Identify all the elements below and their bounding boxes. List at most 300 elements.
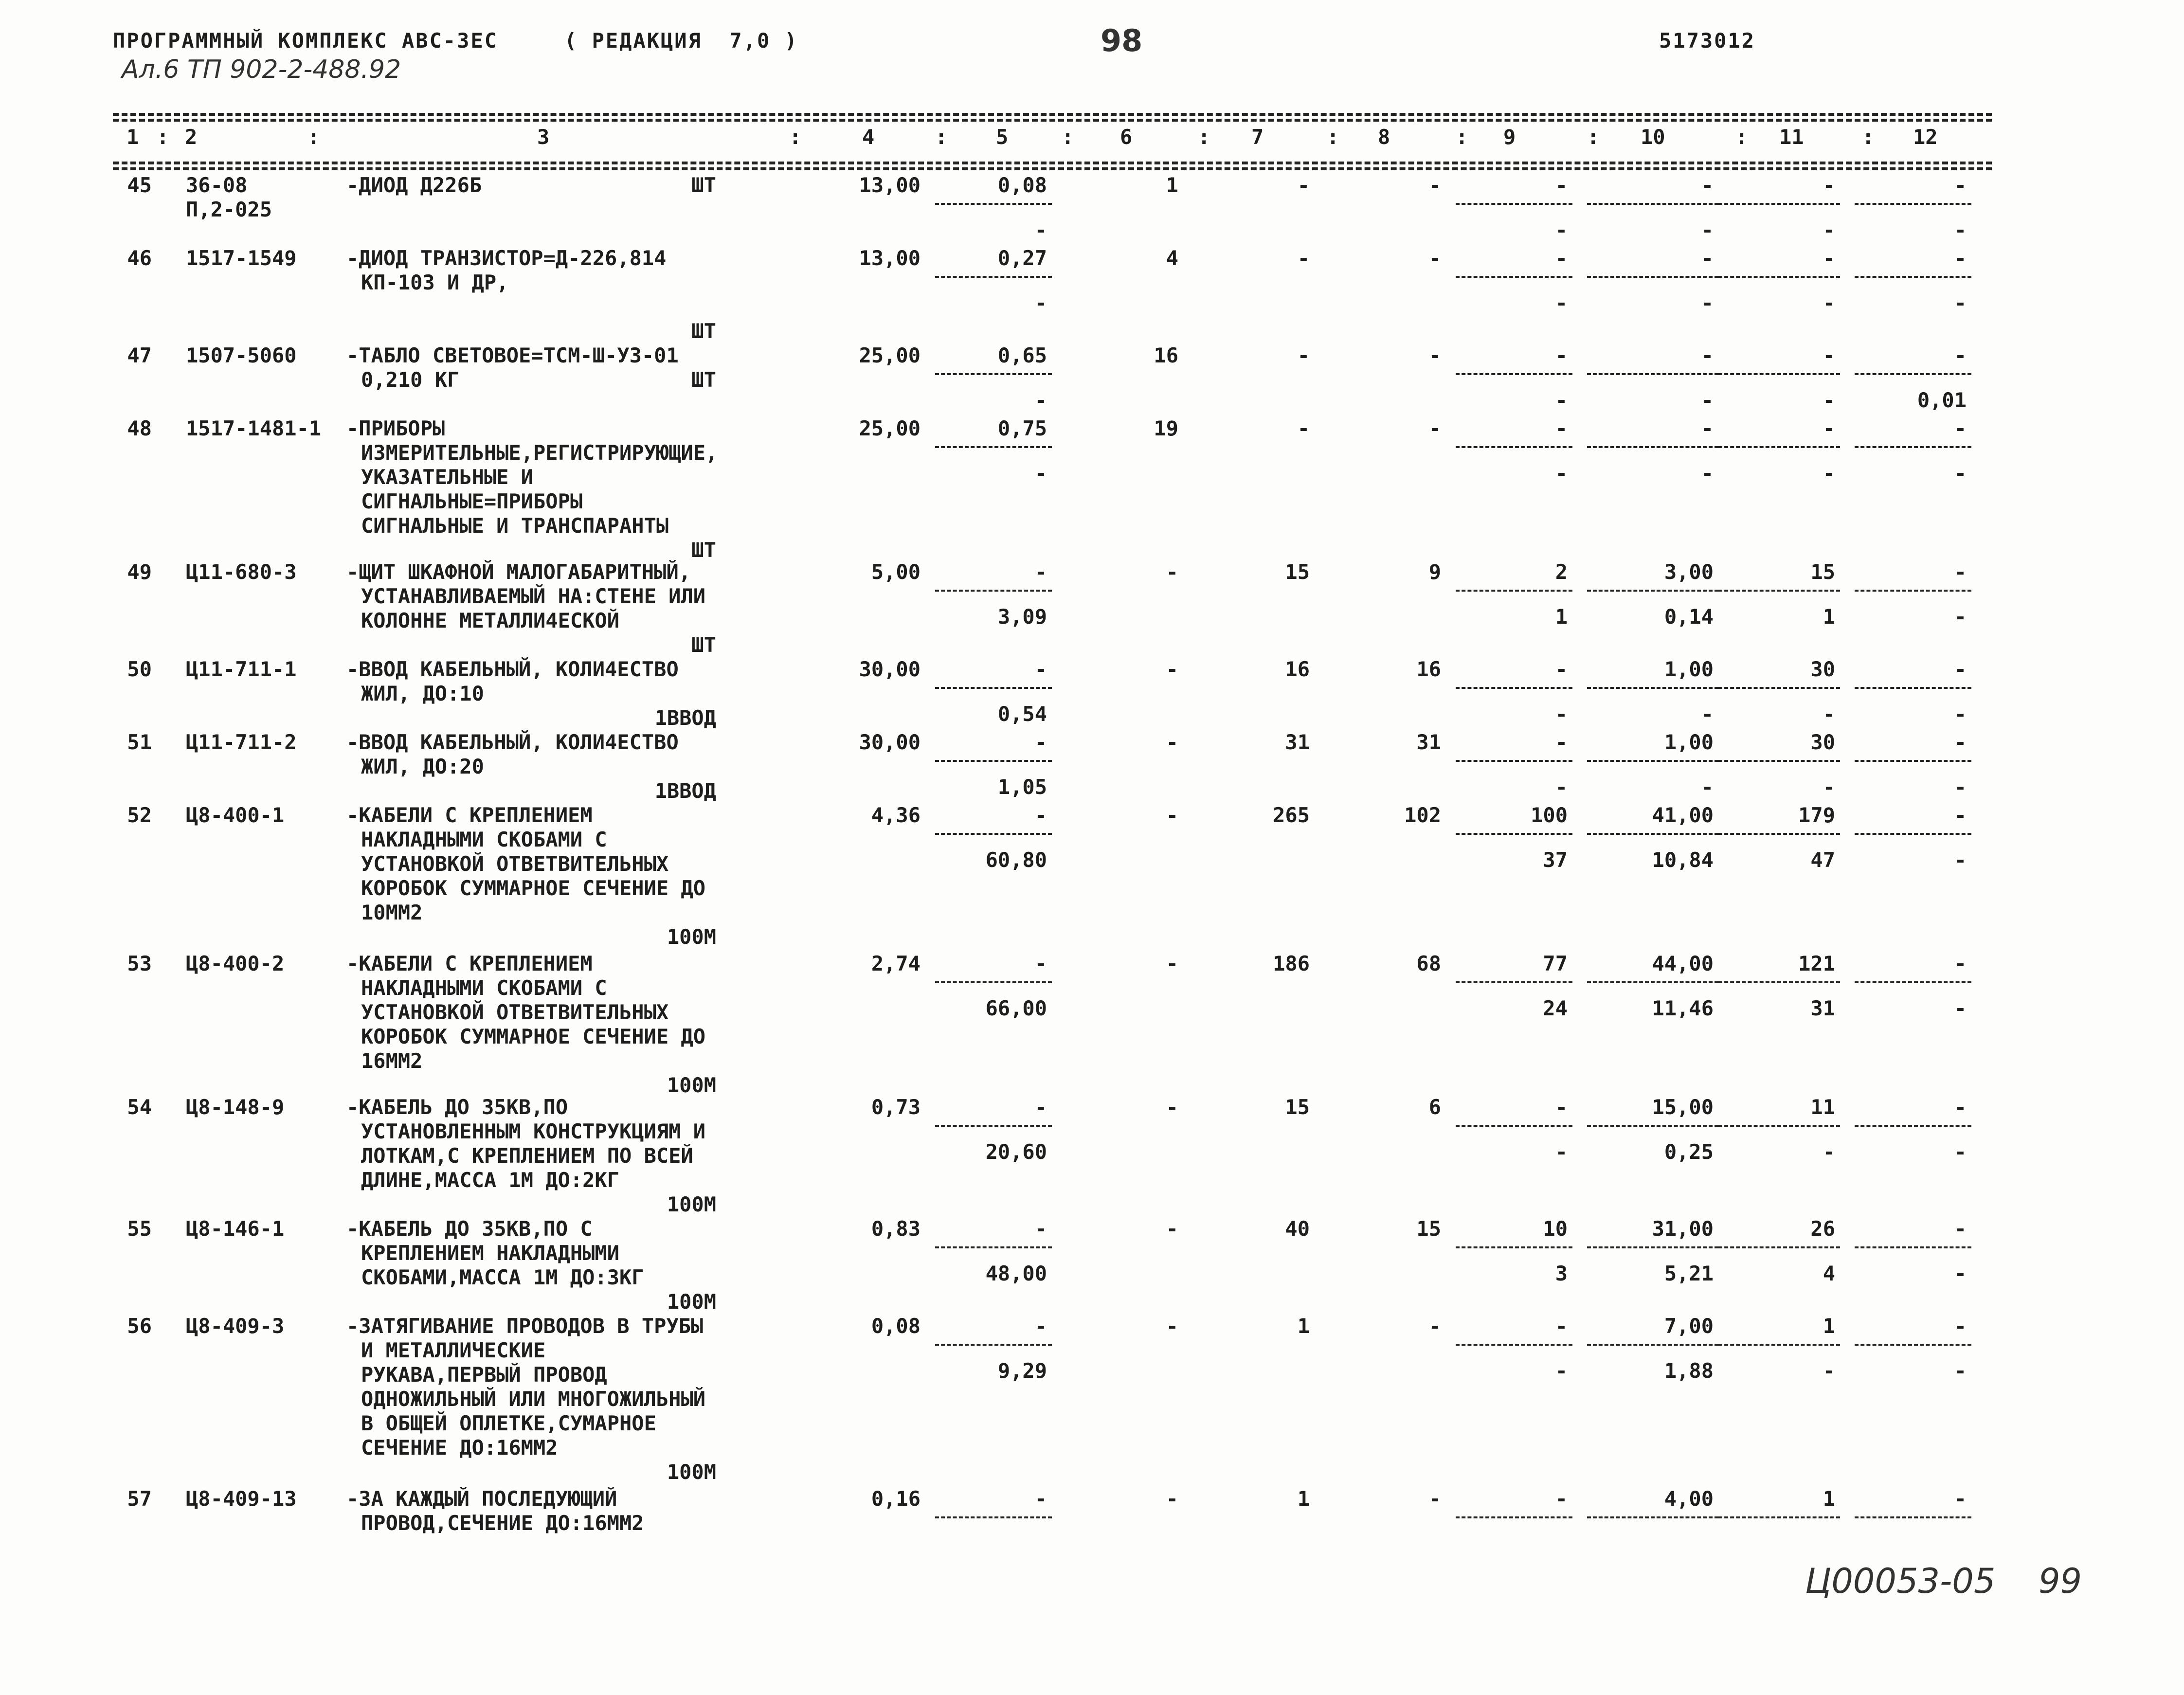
description-line: СКОБАМИ,МАССА 1М ДО:3КГ [361, 1265, 644, 1289]
unit-of-measure: ШТ [691, 633, 716, 657]
description-line: -ПРИБОРЫ [346, 416, 445, 440]
column-number-7: 7 [1251, 125, 1264, 149]
value-c9-top: 2 [1555, 560, 1568, 584]
value-c11-bottom: 31 [1810, 996, 1835, 1020]
fraction-line [1855, 446, 1971, 448]
fraction-line [1855, 687, 1971, 689]
value-c8: 31 [1416, 730, 1441, 754]
value-c12-top: - [1954, 1314, 1967, 1338]
description-line: -ЗАТЯГИВАНИЕ ПРОВОДОВ В ТРУБЫ [346, 1314, 704, 1338]
fraction-line [1855, 373, 1971, 375]
fraction-line [935, 373, 1052, 375]
description-line: СИГНАЛЬНЫЕ=ПРИБОРЫ [361, 489, 583, 513]
column-separator: : [307, 125, 320, 149]
value-c11-bottom: - [1823, 1359, 1835, 1383]
value-c7: - [1297, 173, 1310, 197]
column-number-4: 4 [862, 125, 875, 149]
fraction-line [1718, 203, 1840, 205]
value-c10-bottom: - [1701, 291, 1714, 315]
top-rule-2 [113, 119, 1992, 124]
row-number: 48 [127, 416, 152, 440]
value-c7: 15 [1285, 560, 1310, 584]
column-separator: : [1456, 125, 1468, 149]
price-code: Ц11-711-1 [186, 657, 297, 681]
value-c9-bottom: - [1555, 461, 1568, 485]
value-c12-bottom: - [1954, 848, 1967, 872]
unit-of-measure: 100М [667, 1290, 716, 1314]
value-c9-bottom: 24 [1543, 996, 1568, 1020]
fraction-line [1456, 687, 1572, 689]
value-c12-top: - [1954, 952, 1967, 975]
fraction-line [1855, 276, 1971, 278]
description-line: 10ММ2 [361, 901, 423, 924]
fraction-line [1587, 1344, 1718, 1346]
fraction-line [1718, 373, 1840, 375]
description-line: -КАБЕЛЬ ДО 35КВ,ПО С [346, 1217, 593, 1241]
fraction-line [1718, 1125, 1840, 1127]
description-line: ЖИЛ, ДО:10 [361, 682, 484, 705]
value-c10-bottom: - [1701, 388, 1714, 412]
value-c12-bottom: 0,01 [1917, 388, 1967, 412]
value-c12-top: - [1954, 246, 1967, 270]
value-c11-bottom: - [1823, 702, 1835, 726]
value-c10-top: 31,00 [1652, 1217, 1714, 1241]
value-c10-bottom: 0,25 [1664, 1140, 1714, 1164]
row-number: 50 [127, 657, 152, 681]
value-c9-bottom: 37 [1543, 848, 1568, 872]
column-separator: : [1862, 125, 1875, 149]
value-c10-top: - [1701, 416, 1714, 440]
price-code: Ц8-146-1 [186, 1217, 285, 1241]
column-number-11: 11 [1779, 125, 1804, 149]
footer-stamp: Ц00053-05 [1805, 1561, 1996, 1601]
price-code: Ц8-409-3 [186, 1314, 285, 1338]
fraction-line [935, 981, 1052, 983]
column-number-3: 3 [537, 125, 550, 149]
unit-of-measure: 100М [667, 1073, 716, 1097]
value-c12-bottom: - [1954, 1262, 1967, 1285]
fraction-line [1855, 1125, 1971, 1127]
value-c11-top: 30 [1810, 730, 1835, 754]
value-c8: 16 [1416, 657, 1441, 681]
column-separator: : [935, 125, 948, 149]
value-c8: - [1428, 173, 1441, 197]
value-c4: 2,74 [871, 952, 921, 975]
value-c5-top: - [1034, 952, 1047, 975]
value-c10-bottom: 1,88 [1664, 1359, 1714, 1383]
value-c7: 265 [1273, 803, 1310, 827]
value-c10-bottom: 0,14 [1664, 605, 1714, 629]
fraction-line [1587, 276, 1718, 278]
value-c11-top: 30 [1810, 657, 1835, 681]
fraction-line [1855, 1516, 1971, 1518]
value-c9-top: - [1555, 1487, 1568, 1511]
value-c5-top: - [1034, 803, 1047, 827]
column-header-rule [113, 162, 1992, 167]
value-c12-top: - [1954, 730, 1967, 754]
value-c9-top: - [1555, 1095, 1568, 1119]
value-c10-top: 44,00 [1652, 952, 1714, 975]
value-c12-bottom: - [1954, 218, 1967, 242]
value-c10-top: 3,00 [1664, 560, 1714, 584]
fraction-line [1718, 1344, 1840, 1346]
value-c6: - [1166, 730, 1178, 754]
value-c12-bottom: - [1954, 702, 1967, 726]
column-number-8: 8 [1378, 125, 1390, 149]
fraction-line [1718, 590, 1840, 592]
column-number-12: 12 [1913, 125, 1938, 149]
value-c8: 68 [1416, 952, 1441, 975]
value-c6: - [1166, 560, 1178, 584]
value-c10-top: 1,00 [1664, 657, 1714, 681]
value-c10-bottom: 11,46 [1652, 996, 1714, 1020]
value-c10-bottom: 5,21 [1664, 1262, 1714, 1285]
description-line: УСТАНОВЛЕННЫМ КОНСТРУКЦИЯМ И [361, 1119, 706, 1143]
value-c5-bottom: 48,00 [985, 1262, 1047, 1285]
description-line: В ОБЩЕЙ ОПЛЕТКЕ,СУМАРНОЕ [361, 1411, 656, 1435]
value-c9-top: 10 [1543, 1217, 1568, 1241]
value-c4: 4,36 [871, 803, 921, 827]
fraction-line [1718, 1246, 1840, 1248]
description-line: ИЗМЕРИТЕЛЬНЫЕ,РЕГИСТРИРУЮЩИЕ, [361, 441, 718, 465]
fraction-line [935, 1246, 1052, 1248]
description-line: -ЗА КАЖДЫЙ ПОСЛЕДУЮЩИЙ [346, 1487, 617, 1511]
top-rule-1 [113, 113, 1992, 118]
value-c8: - [1428, 1487, 1441, 1511]
fraction-line [1718, 833, 1840, 835]
column-number-2: 2 [185, 125, 198, 149]
value-c11-bottom: - [1823, 291, 1835, 315]
value-c12-bottom: - [1954, 1140, 1967, 1164]
value-c5-top: - [1034, 1487, 1047, 1511]
value-c5-bottom: 9,29 [997, 1359, 1047, 1383]
description-line: -ВВОД КАБЕЛЬНЫЙ, КОЛИ4ЕСТВО [346, 730, 679, 754]
value-c12-top: - [1954, 343, 1967, 367]
fraction-line [1456, 981, 1572, 983]
value-c9-top: 77 [1543, 952, 1568, 975]
value-c11-bottom: 4 [1823, 1262, 1835, 1285]
fraction-line [1456, 1125, 1572, 1127]
value-c7: 186 [1273, 952, 1310, 975]
fraction-line [1456, 446, 1572, 448]
value-c8: - [1428, 1314, 1441, 1338]
price-code: 36-08 [186, 173, 248, 197]
value-c7: 16 [1285, 657, 1310, 681]
column-number-5: 5 [996, 125, 1009, 149]
row-number: 56 [127, 1314, 152, 1338]
description-line: -ДИОД ТРАНЗИСТОР=Д-226,814 [346, 246, 667, 270]
value-c5-top: 0,27 [997, 246, 1047, 270]
row-number: 47 [127, 343, 152, 367]
value-c12-top: - [1954, 560, 1967, 584]
value-c12-bottom: - [1954, 775, 1967, 799]
value-c11-top: 121 [1798, 952, 1835, 975]
price-code: Ц8-409-13 [186, 1487, 297, 1511]
description-line: СЕЧЕНИЕ ДО:16ММ2 [361, 1436, 558, 1460]
value-c10-bottom: - [1701, 775, 1714, 799]
value-c5-bottom: 60,80 [985, 848, 1047, 872]
value-c6: - [1166, 952, 1178, 975]
price-code: Ц8-148-9 [186, 1095, 285, 1119]
document-code: 5173012 [1659, 29, 1756, 53]
price-code: 1517-1481-1 [186, 416, 322, 440]
description-line: -ДИОД Д226Б [346, 173, 482, 197]
value-c12-bottom: - [1954, 996, 1967, 1020]
value-c6: 4 [1166, 246, 1178, 270]
row-number: 49 [127, 560, 152, 584]
price-code: 1507-5060 [186, 343, 297, 367]
fraction-line [1855, 1344, 1971, 1346]
value-c7: 1 [1297, 1314, 1310, 1338]
column-separator: : [1735, 125, 1748, 149]
description-line: ОДНОЖИЛЬНЫЙ ИЛИ МНОГОЖИЛЬНЫЙ [361, 1387, 706, 1411]
value-c9-bottom: - [1555, 702, 1568, 726]
unit-of-measure: 100М [667, 1192, 716, 1216]
value-c5-bottom: 3,09 [997, 605, 1047, 629]
fraction-line [1456, 1246, 1572, 1248]
description-line: УСТАНОВКОЙ ОТВЕТВИТЕЛЬНЫХ [361, 852, 669, 876]
value-c4: 25,00 [859, 343, 921, 367]
value-c4: 30,00 [859, 730, 921, 754]
description-line: КОРОБОК СУММАРНОЕ СЕЧЕНИЕ ДО [361, 1025, 706, 1048]
row-number: 45 [127, 173, 152, 197]
fraction-line [1855, 590, 1971, 592]
footer-sheet-number: 99 [2039, 1561, 2082, 1601]
column-number-6: 6 [1120, 125, 1133, 149]
price-code: П,2-025 [186, 198, 272, 221]
value-c8: - [1428, 246, 1441, 270]
unit-of-measure: ШТ [691, 538, 716, 562]
unit-of-measure: ШТ [691, 173, 716, 197]
value-c8: 15 [1416, 1217, 1441, 1241]
fraction-line [935, 687, 1052, 689]
value-c10-bottom: - [1701, 702, 1714, 726]
value-c10-top: - [1701, 343, 1714, 367]
value-c10-top: 7,00 [1664, 1314, 1714, 1338]
value-c10-bottom: 10,84 [1652, 848, 1714, 872]
value-c7: 31 [1285, 730, 1310, 754]
value-c5-bottom: 66,00 [985, 996, 1047, 1020]
row-number: 52 [127, 803, 152, 827]
value-c5-bottom: - [1034, 388, 1047, 412]
fraction-line [1587, 981, 1718, 983]
description-line: РУКАВА,ПЕРВЫЙ ПРОВОД [361, 1363, 607, 1387]
fraction-line [1456, 590, 1572, 592]
fraction-line [935, 590, 1052, 592]
row-number: 53 [127, 952, 152, 975]
description-line: И МЕТАЛЛИЧЕСКИЕ [361, 1338, 546, 1362]
fraction-line [1855, 203, 1971, 205]
value-c11-bottom: - [1823, 775, 1835, 799]
fraction-line [935, 1125, 1052, 1127]
description-line: ПРОВОД,СЕЧЕНИЕ ДО:16ММ2 [361, 1511, 644, 1535]
value-c5-top: - [1034, 1314, 1047, 1338]
fraction-line [1456, 833, 1572, 835]
fraction-line [1718, 981, 1840, 983]
fraction-line [1587, 1516, 1718, 1518]
value-c11-bottom: 47 [1810, 848, 1835, 872]
fraction-line [1587, 833, 1718, 835]
value-c7: - [1297, 343, 1310, 367]
fraction-line [1855, 981, 1971, 983]
price-code: Ц11-711-2 [186, 730, 297, 754]
value-c7: 40 [1285, 1217, 1310, 1241]
fraction-line [1718, 446, 1840, 448]
value-c11-top: - [1823, 246, 1835, 270]
value-c12-top: - [1954, 657, 1967, 681]
column-header [113, 125, 1992, 154]
fraction-line [935, 446, 1052, 448]
fraction-line [935, 276, 1052, 278]
value-c11-top: - [1823, 343, 1835, 367]
description-line: 0,210 КГ [361, 368, 460, 392]
value-c9-bottom: - [1555, 775, 1568, 799]
value-c12-bottom: - [1954, 461, 1967, 485]
fraction-line [935, 833, 1052, 835]
column-separator: : [1198, 125, 1210, 149]
fraction-line [1587, 590, 1718, 592]
value-c12-top: - [1954, 416, 1967, 440]
value-c4: 30,00 [859, 657, 921, 681]
description-line: 16ММ2 [361, 1049, 423, 1073]
fraction-line [1456, 373, 1572, 375]
handwritten-reference: Ал.6 ТП 902-2-488.92 [122, 55, 401, 84]
fraction-line [1587, 1125, 1718, 1127]
value-c5-top: - [1034, 560, 1047, 584]
value-c6: - [1166, 1217, 1178, 1241]
value-c6: 16 [1154, 343, 1178, 367]
value-c5-top: 0,08 [997, 173, 1047, 197]
value-c9-bottom: - [1555, 1359, 1568, 1383]
value-c10-top: 41,00 [1652, 803, 1714, 827]
value-c11-bottom: 1 [1823, 605, 1835, 629]
value-c11-top: - [1823, 173, 1835, 197]
description-line: НАКЛАДНЫМИ СКОБАМИ С [361, 828, 607, 851]
fraction-line [935, 203, 1052, 205]
fraction-line [1587, 446, 1718, 448]
value-c9-top: - [1555, 1314, 1568, 1338]
description-line: -КАБЕЛИ С КРЕПЛЕНИЕМ [346, 803, 593, 827]
description-line: КОЛОННЕ МЕТАЛЛИ4ЕСКОЙ [361, 609, 620, 632]
value-c10-top: 4,00 [1664, 1487, 1714, 1511]
value-c11-top: - [1823, 416, 1835, 440]
fraction-line [1456, 203, 1572, 205]
value-c11-top: 11 [1810, 1095, 1835, 1119]
value-c9-top: - [1555, 343, 1568, 367]
value-c7: - [1297, 416, 1310, 440]
value-c6: 19 [1154, 416, 1178, 440]
fraction-line [1587, 203, 1718, 205]
value-c12-bottom: - [1954, 605, 1967, 629]
column-separator: : [1327, 125, 1339, 149]
row-number: 54 [127, 1095, 152, 1119]
description-line: НАКЛАДНЫМИ СКОБАМИ С [361, 976, 607, 1000]
value-c6: - [1166, 1314, 1178, 1338]
value-c9-bottom: - [1555, 388, 1568, 412]
fraction-line [1456, 1516, 1572, 1518]
value-c4: 13,00 [859, 173, 921, 197]
value-c9-top: 100 [1531, 803, 1568, 827]
value-c12-top: - [1954, 1487, 1967, 1511]
value-c4: 0,08 [871, 1314, 921, 1338]
value-c11-bottom: - [1823, 218, 1835, 242]
value-c5-bottom: - [1034, 291, 1047, 315]
edition-label: ( РЕДАКЦИЯ 7,0 ) [564, 29, 798, 53]
value-c5-bottom: - [1034, 218, 1047, 242]
value-c8: 9 [1428, 560, 1441, 584]
value-c12-top: - [1954, 1217, 1967, 1241]
value-c9-top: - [1555, 416, 1568, 440]
program-title: ПРОГРАММНЫЙ КОМПЛЕКС АВС-3ЕС [113, 29, 499, 53]
row-number: 51 [127, 730, 152, 754]
value-c8: - [1428, 343, 1441, 367]
description-line: КРЕПЛЕНИЕМ НАКЛАДНЫМИ [361, 1241, 620, 1265]
value-c5-top: 0,75 [997, 416, 1047, 440]
value-c6: - [1166, 803, 1178, 827]
description-line: -ЩИТ ШКАФНОЙ МАЛОГАБАРИТНЫЙ, [346, 560, 691, 584]
value-c8: - [1428, 416, 1441, 440]
description-line: УСТАНАВЛИВАЕМЫЙ НА:СТЕНЕ ИЛИ [361, 584, 706, 608]
value-c4: 0,83 [871, 1217, 921, 1241]
value-c10-top: - [1701, 246, 1714, 270]
fraction-line [1456, 276, 1572, 278]
unit-of-measure: 1ВВОД [654, 779, 716, 803]
value-c10-top: 1,00 [1664, 730, 1714, 754]
fraction-line [1587, 373, 1718, 375]
price-code: 1517-1549 [186, 246, 297, 270]
fraction-line [935, 1516, 1052, 1518]
column-header-rule-2 [113, 167, 1992, 173]
row-number: 55 [127, 1217, 152, 1241]
column-separator: : [157, 125, 169, 149]
description-line: ЛОТКАМ,С КРЕПЛЕНИЕМ ПО ВСЕЙ [361, 1144, 693, 1168]
value-c9-top: - [1555, 173, 1568, 197]
description-line: КОРОБОК СУММАРНОЕ СЕЧЕНИЕ ДО [361, 876, 706, 900]
value-c9-bottom: 1 [1555, 605, 1568, 629]
value-c11-bottom: - [1823, 461, 1835, 485]
fraction-line [1718, 276, 1840, 278]
fraction-line [1718, 760, 1840, 762]
value-c12-bottom: - [1954, 291, 1967, 315]
unit-of-measure: ШТ [691, 319, 716, 343]
value-c11-top: 1 [1823, 1487, 1835, 1511]
fraction-line [1718, 687, 1840, 689]
value-c11-top: 1 [1823, 1314, 1835, 1338]
value-c12-top: - [1954, 803, 1967, 827]
description-line: ДЛИНЕ,МАССА 1М ДО:2КГ [361, 1168, 620, 1192]
fraction-line [1718, 1516, 1840, 1518]
value-c5-bottom: 0,54 [997, 702, 1047, 726]
value-c9-bottom: - [1555, 218, 1568, 242]
row-number: 57 [127, 1487, 152, 1511]
value-c12-top: - [1954, 173, 1967, 197]
description-line: -ВВОД КАБЕЛЬНЫЙ, КОЛИ4ЕСТВО [346, 657, 679, 681]
value-c12-bottom: - [1954, 1359, 1967, 1383]
value-c6: 1 [1166, 173, 1178, 197]
value-c4: 0,16 [871, 1487, 921, 1511]
fraction-line [1456, 760, 1572, 762]
value-c4: 25,00 [859, 416, 921, 440]
value-c11-bottom: - [1823, 1140, 1835, 1164]
fraction-line [1587, 687, 1718, 689]
description-line: -КАБЕЛИ С КРЕПЛЕНИЕМ [346, 952, 593, 975]
value-c4: 13,00 [859, 246, 921, 270]
value-c9-top: - [1555, 730, 1568, 754]
price-code: Ц11-680-3 [186, 560, 297, 584]
value-c9-top: - [1555, 657, 1568, 681]
description-line: ЖИЛ, ДО:20 [361, 755, 484, 778]
value-c9-bottom: - [1555, 1140, 1568, 1164]
